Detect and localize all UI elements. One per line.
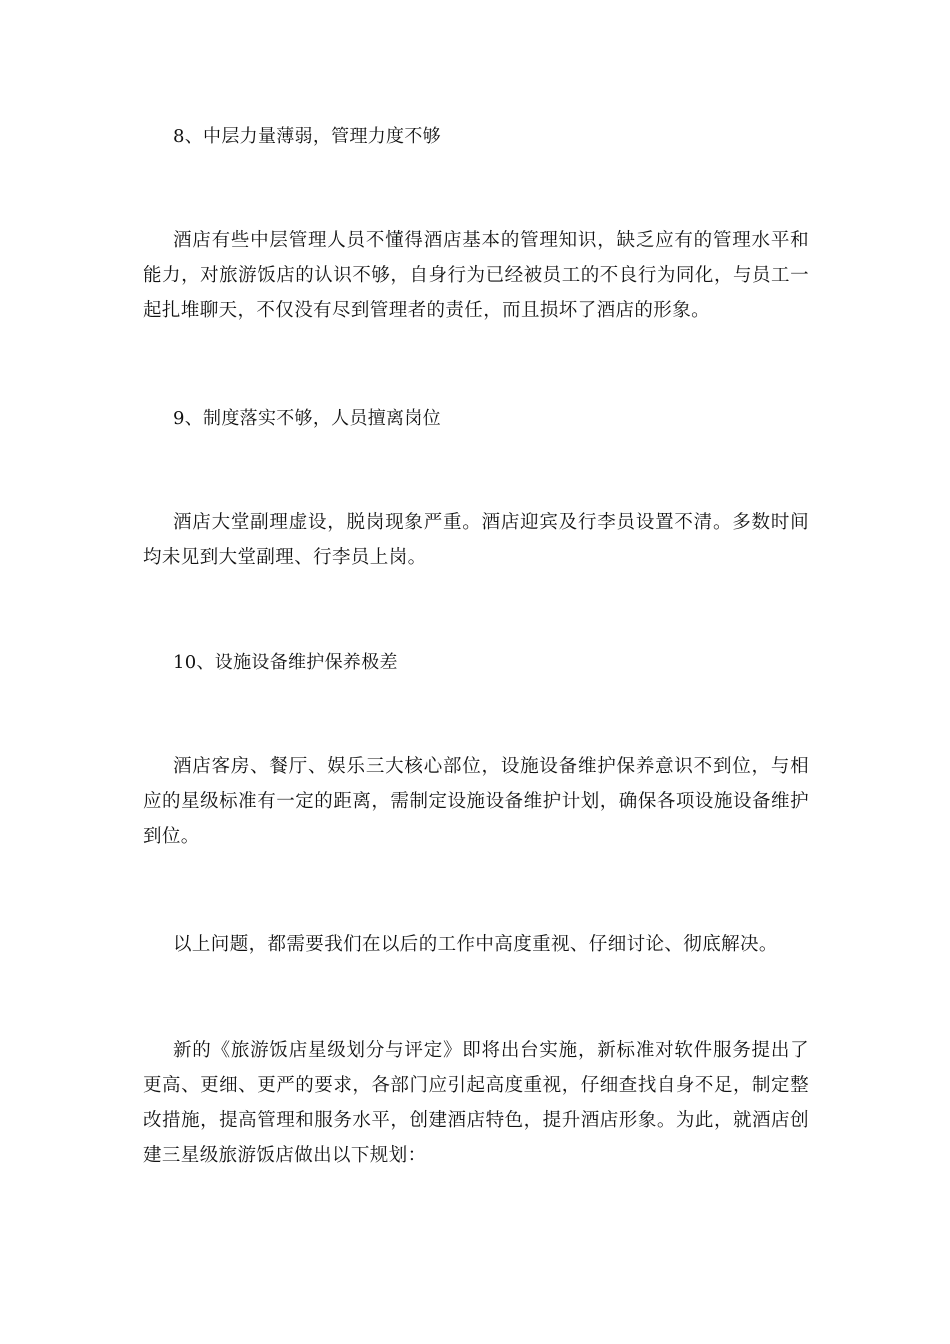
section-body-10: 酒店客房、餐厅、娱乐三大核心部位，设施设备维护保养意识不到位，与相应的星级标准有一定的距离，需制定设施设备维护计划，确保各项设施设备维护到位。 bbox=[143, 756, 809, 847]
section-heading-10: 10、设施设备维护保养极差 bbox=[173, 652, 398, 673]
section-heading-8: 8、中层力量薄弱，管理力度不够 bbox=[173, 126, 441, 147]
closing-paragraph: 新的《旅游饭店星级划分与评定》即将出台实施，新标准对软件服务提出了更高、更细、更严的要求，各部门应引起高度重视，仔细查找自身不足，制定整改措施，提高管理和服务水平，创建酒店特色，提升酒店形象。为此，就酒店创建三星级旅游饭店做出以下规划： bbox=[143, 1040, 809, 1166]
conclusion-paragraph: 以上问题，都需要我们在以后的工作中高度重视、仔细讨论、彻底解决。 bbox=[173, 934, 778, 955]
section-body-9: 酒店大堂副理虚设，脱岗现象严重。酒店迎宾及行李员设置不清。多数时间均未见到大堂副理、行李员上岗。 bbox=[143, 512, 809, 568]
section-heading-9: 9、制度落实不够，人员擅离岗位 bbox=[173, 408, 441, 429]
section-body-8: 酒店有些中层管理人员不懂得酒店基本的管理知识，缺乏应有的管理水平和能力，对旅游饭店的认识不够，自身行为已经被员工的不良行为同化，与员工一起扎堆聊天，不仅没有尽到管理者的责任，而且损坏了酒店的形象。 bbox=[143, 230, 809, 321]
